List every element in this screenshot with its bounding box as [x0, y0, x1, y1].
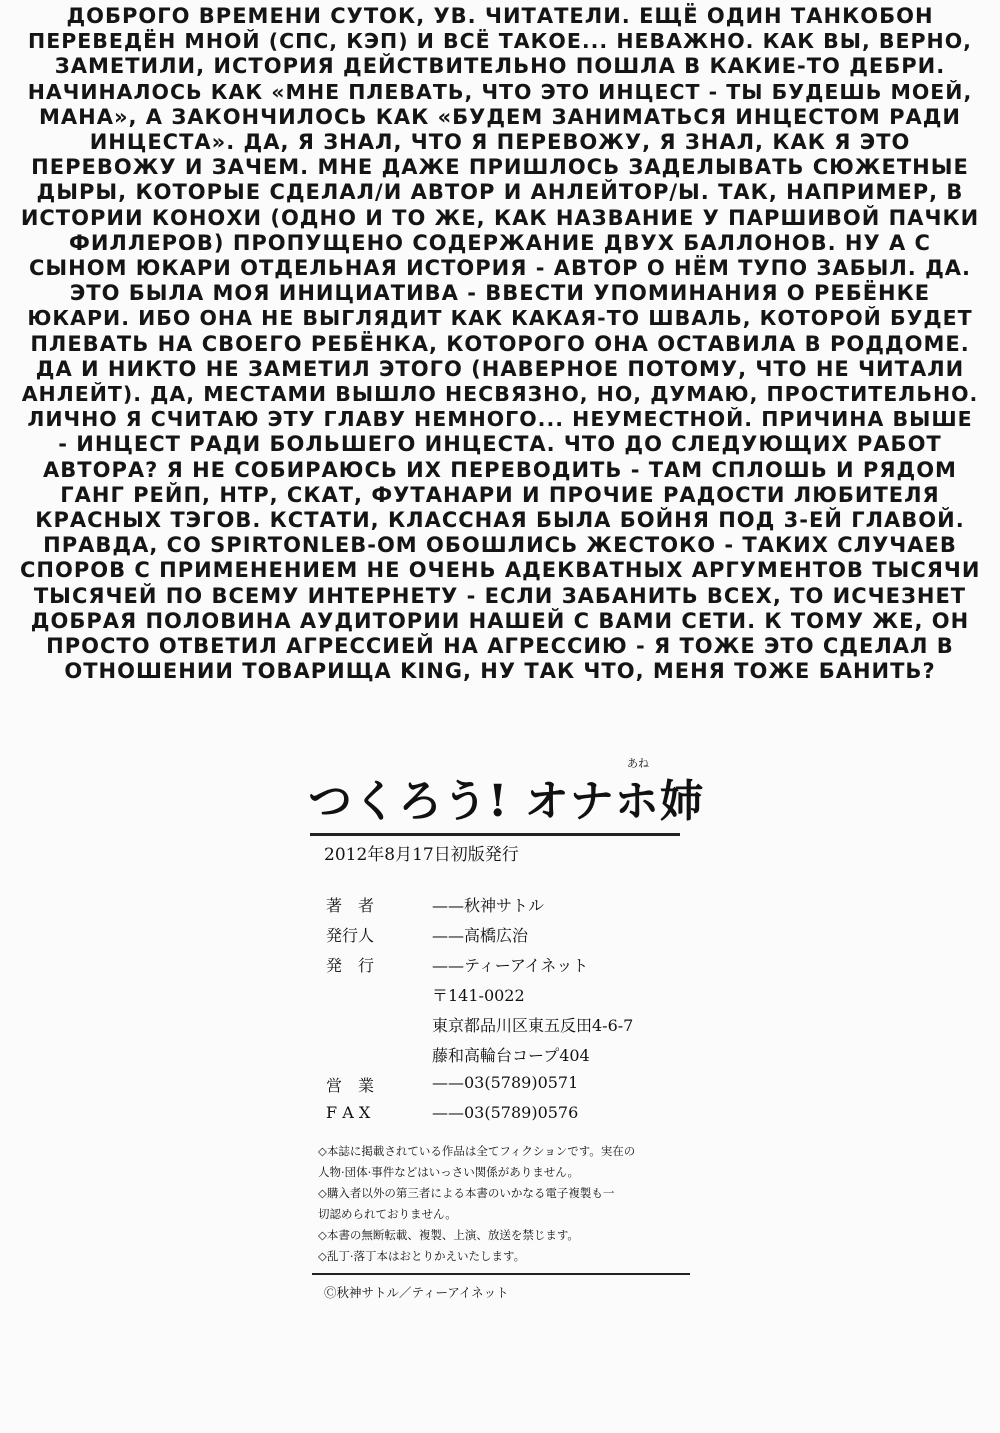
notice-line: ◇本誌に掲載されている作品は全てフィクションです。実在の — [318, 1144, 636, 1158]
note-line: ОТНОШЕНИИ ТОВАРИЩА KING, НУ ТАК ЧТО, МЕНЯ ТОЖЕ БАНИТЬ? — [64, 659, 936, 684]
info-value: 〒141-0022 — [432, 986, 525, 1005]
info-value: ——高橋広治 — [432, 926, 529, 945]
notice-line: ◇乱丁·落丁本はおとりかえいたします。 — [318, 1249, 526, 1263]
notices-divider — [312, 1273, 690, 1275]
note-line: КРАСНЫХ ТЭГОВ. КСТАТИ, КЛАССНАЯ БЫЛА БОЙНЯ ПОД 3-ЕЙ ГЛАВОЙ. — [35, 508, 965, 533]
note-line: ЭТО БЫЛА МОЯ ИНИЦИАТИВА - ВВЕСТИ УПОМИНАНИЯ О РЕБЁНКЕ — [69, 281, 931, 306]
note-line: НАЧИНАЛОСЬ КАК «МНЕ ПЛЕВАТЬ, ЧТО ЭТО ИНЦЕСТ - ТЫ БУДЕШЬ МОЕЙ, — [27, 79, 973, 104]
title-block — [300, 755, 720, 833]
info-row-publisher-person — [300, 923, 720, 953]
note-line: АНЛЕЙТ). ДА, МЕСТАМИ ВЫШЛО НЕСВЯЗНО, НО, ДУМАЮ, ПРОСТИТЕЛЬНО. — [21, 382, 979, 407]
note-line: МАНА», А ЗАКОНЧИЛОСЬ КАК «БУДЕМ ЗАНИМАТЬСЯ ИНЦЕСТОМ РАДИ — [38, 104, 962, 129]
info-row-publisher — [300, 953, 720, 983]
info-label: 営 業 — [326, 1076, 375, 1095]
title-ruby: あね — [627, 757, 649, 770]
info-label: 発行人 — [326, 926, 375, 945]
info-row-author — [300, 893, 720, 923]
info-row-building — [300, 1043, 720, 1073]
note-line: ПЕРЕВОЖУ И ЗАЧЕМ. МНЕ ДАЖЕ ПРИШЛОСЬ ЗАДЕЛЫВАТЬ СЮЖЕТНЫЕ — [31, 155, 969, 180]
note-line: СПОРОВ С ПРИМЕНЕНИЕМ НЕ ОЧЕНЬ АДЕКВАТНЫХ АРГУМЕНТОВ ТЫСЯЧИ — [20, 558, 981, 583]
notice-line: 切認められておりません。 — [318, 1207, 457, 1221]
info-label: 発 行 — [326, 956, 375, 975]
note-line: ТЫСЯЧЕЙ ПО ВСЕМУ ИНТЕРНЕТУ - ЕСЛИ ЗАБАНИТЬ ВСЕХ, ТО ИСЧЕЗНЕТ — [33, 583, 967, 608]
info-label: F A X — [326, 1103, 371, 1122]
translator-note — [20, 4, 980, 684]
info-row-sales-phone — [300, 1073, 720, 1103]
publisher-info — [300, 893, 720, 1133]
note-line: АВТОРА? Я НЕ СОБИРАЮСЬ ИХ ПЕРЕВОДИТЬ - ТАМ СПЛОШЬ И РЯДОМ — [43, 457, 957, 482]
info-value: 東京都品川区東五反田4-6-7 — [432, 1016, 634, 1035]
publication-date: 2012年8月17日初版発行 — [324, 845, 519, 865]
title-divider — [310, 833, 680, 836]
note-line: ГАНГ РЕЙП, НТР, СКАТ, ФУТАНАРИ И ПРОЧИЕ РАДОСТИ ЛЮБИТЕЛЯ — [60, 482, 940, 507]
note-line: ПРОСТО ОТВЕТИЛ АГРЕССИЕЙ НА АГРЕССИЮ - Я ТОЖЕ ЭТО СДЕЛАЛ В — [46, 634, 954, 659]
info-value: 藤和高輪台コープ404 — [432, 1046, 590, 1065]
note-line: ЛИЧНО Я СЧИТАЮ ЭТУ ГЛАВУ НЕМНОГО... НЕУМЕСТНОЙ. ПРИЧИНА ВЫШЕ — [27, 407, 973, 432]
info-label: 著 者 — [326, 896, 375, 915]
note-line: ДЫРЫ, КОТОРЫЕ СДЕЛАЛ/И АВТОР И АНЛЕЙТОР/Ы. ТАК, НАПРИМЕР, В — [36, 180, 964, 205]
notice-line: 人物·団体·事件などはいっさい関係がありません。 — [318, 1165, 579, 1179]
note-line: СЫНОМ ЮКАРИ ОТДЕЛЬНАЯ ИСТОРИЯ - АВТОР О НЁМ ТУПО ЗАБЫЛ. ДА. — [28, 256, 972, 281]
note-line: ПРАВДА, СО SPIRTONLEB-ОМ ОБОШЛИСЬ ЖЕСТОКО - ТАКИХ СЛУЧАЕВ — [43, 533, 957, 558]
note-line: ИНЦЕСТА». ДА, Я ЗНАЛ, ЧТО Я ПЕРЕВОЖУ, Я ЗНАЛ, КАК Я ЭТО — [89, 130, 911, 155]
note-line: ПЕРЕВЕДЁН МНОЙ (СПС, КЭП) И ВСЁ ТАКОЕ... НЕВАЖНО. КАК ВЫ, ВЕРНО, — [28, 29, 972, 54]
note-line: ДОБРАЯ ПОЛОВИНА АУДИТОРИИ НАШЕЙ С ВАМИ СЕТИ. К ТОМУ ЖЕ, ОН — [30, 608, 970, 633]
note-line: ЗАМЕТИЛИ, ИСТОРИЯ ДЕЙСТВИТЕЛЬНО ПОШЛА В КАКИЕ-ТО ДЕБРИ. — [54, 54, 946, 79]
note-line: ФИЛЛЕРОВ) ПРОПУЩЕНО СОДЕРЖАНИЕ ДВУХ БАЛЛОНОВ. НУ А С — [69, 230, 931, 255]
note-line: ПЛЕВАТЬ НА СВОЕГО РЕБЁНКА, КОТОРОГО ОНА ОСТАВИЛА В РОДДОМЕ. — [30, 331, 970, 356]
colophon — [300, 755, 720, 1301]
note-line: ИСТОРИИ КОНОХИ (ОДНО И ТО ЖЕ, КАК НАЗВАНИЕ У ПАРШИВОЙ ПАЧКИ — [20, 205, 980, 230]
note-line: ДОБРОГО ВРЕМЕНИ СУТОК, УВ. ЧИТАТЕЛИ. ЕЩЁ ОДИН ТАНКОБОН — [66, 4, 934, 28]
note-line: ДА И НИКТО НЕ ЗАМЕТИЛ ЭТОГО (НАВЕРНОЕ ПОТОМУ, ЧТО НЕ ЧИТАЛИ — [35, 356, 965, 381]
info-value: ——03(5789)0576 — [432, 1103, 579, 1122]
info-value: ——ティーアイネット — [432, 956, 589, 975]
copyright: Ⓒ秋神サトル／ティーアイネット — [324, 1285, 509, 1300]
note-line: - ИНЦЕСТ РАДИ БОЛЬШЕГО ИНЦЕСТА. ЧТО ДО СЛЕДУЮЩИХ РАБОТ — [58, 432, 942, 457]
note-line: ЮКАРИ. ИБО ОНА НЕ ВЫГЛЯДИТ КАК КАКАЯ-ТО ШВАЛЬ, КОТОРОЙ БУДЕТ — [27, 306, 973, 331]
info-value: ——秋神サトル — [432, 896, 545, 915]
notice-line: ◇本書の無断転載、複製、上演、放送を禁じます。 — [318, 1228, 579, 1242]
info-row-address — [300, 1013, 720, 1043]
info-row-postal-code — [300, 983, 720, 1013]
info-value: ——03(5789)0571 — [432, 1073, 579, 1092]
legal-notices — [318, 1141, 688, 1267]
info-row-fax — [300, 1103, 720, 1133]
notice-line: ◇購入者以外の第三者による本書のいかなる電子複製も一 — [318, 1186, 615, 1200]
book-title: つくろう! オナホ姉 — [308, 776, 705, 827]
